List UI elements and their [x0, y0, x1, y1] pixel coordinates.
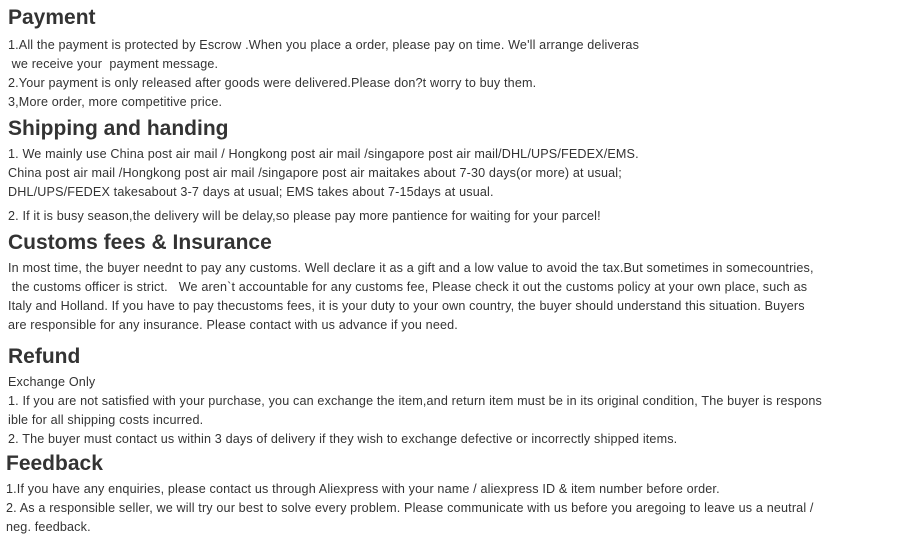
feedback-heading: Feedback: [6, 452, 103, 475]
customs-heading: Customs fees & Insurance: [8, 231, 272, 254]
shipping-heading: Shipping and handing: [8, 117, 229, 140]
feedback-line-3: neg. feedback.: [6, 520, 91, 534]
payment-line-4: 3,More order, more competitive price.: [8, 95, 223, 109]
refund-line-2: 1. If you are not satisfied with your purchase, you can exchange the item,and return item must be in its original condition, The buyer is respons: [8, 394, 822, 408]
shipping-line-1: 1. We mainly use China post air mail / Hongkong post air mail /singapore post air mail/DHL/UPS/FEDEX/EMS.: [8, 147, 639, 161]
payment-line-3: 2.Your payment is only released after goods were delivered.Please don?t worry to buy them.: [8, 76, 537, 90]
feedback-line-1: 1.If you have any enquiries, please contact us through Aliexpress with your name / aliexpress ID & item number before order.: [6, 482, 720, 496]
shipping-line-2: China post air mail /Hongkong post air mail /singapore post air maitakes about 7-30 days(or more) at usual;: [8, 166, 622, 180]
refund-line-3: ible for all shipping costs incurred.: [8, 413, 204, 427]
feedback-line-2: 2. As a responsible seller, we will try our best to solve every problem. Please communicate with us before you aregoing to leave us a neutral /: [6, 501, 814, 515]
refund-line-1: Exchange Only: [8, 375, 96, 389]
payment-line-2: we receive your payment message.: [8, 57, 219, 71]
refund-line-4: 2. The buyer must contact us within 3 days of delivery if they wish to exchange defective or incorrectly shipped items.: [8, 432, 678, 446]
refund-heading: Refund: [8, 345, 81, 368]
customs-line-4: are responsible for any insurance. Please contact with us advance if you need.: [8, 318, 458, 332]
customs-line-2: the customs officer is strict. We aren`t accountable for any customs fee, Please check it out the customs policy at your own place, such as: [8, 280, 808, 294]
payment-line-1: 1.All the payment is protected by Escrow .When you place a order, please pay on time. We'll arrange deliveras: [8, 38, 640, 52]
shipping-line-4: 2. If it is busy season,the delivery will be delay,so please pay more pantience for waiting for your parcel!: [8, 209, 601, 223]
customs-line-1: In most time, the buyer neednt to pay any customs. Well declare it as a gift and a low value to avoid the tax.But sometimes in somecountries,: [8, 261, 814, 275]
shipping-line-3: DHL/UPS/FEDEX takesabout 3-7 days at usual; EMS takes about 7-15days at usual.: [8, 185, 494, 199]
customs-line-3: Italy and Holland. If you have to pay thecustoms fees, it is your duty to your own country, the buyer should understand this situation. Buyers: [8, 299, 805, 313]
payment-heading: Payment: [8, 6, 96, 29]
